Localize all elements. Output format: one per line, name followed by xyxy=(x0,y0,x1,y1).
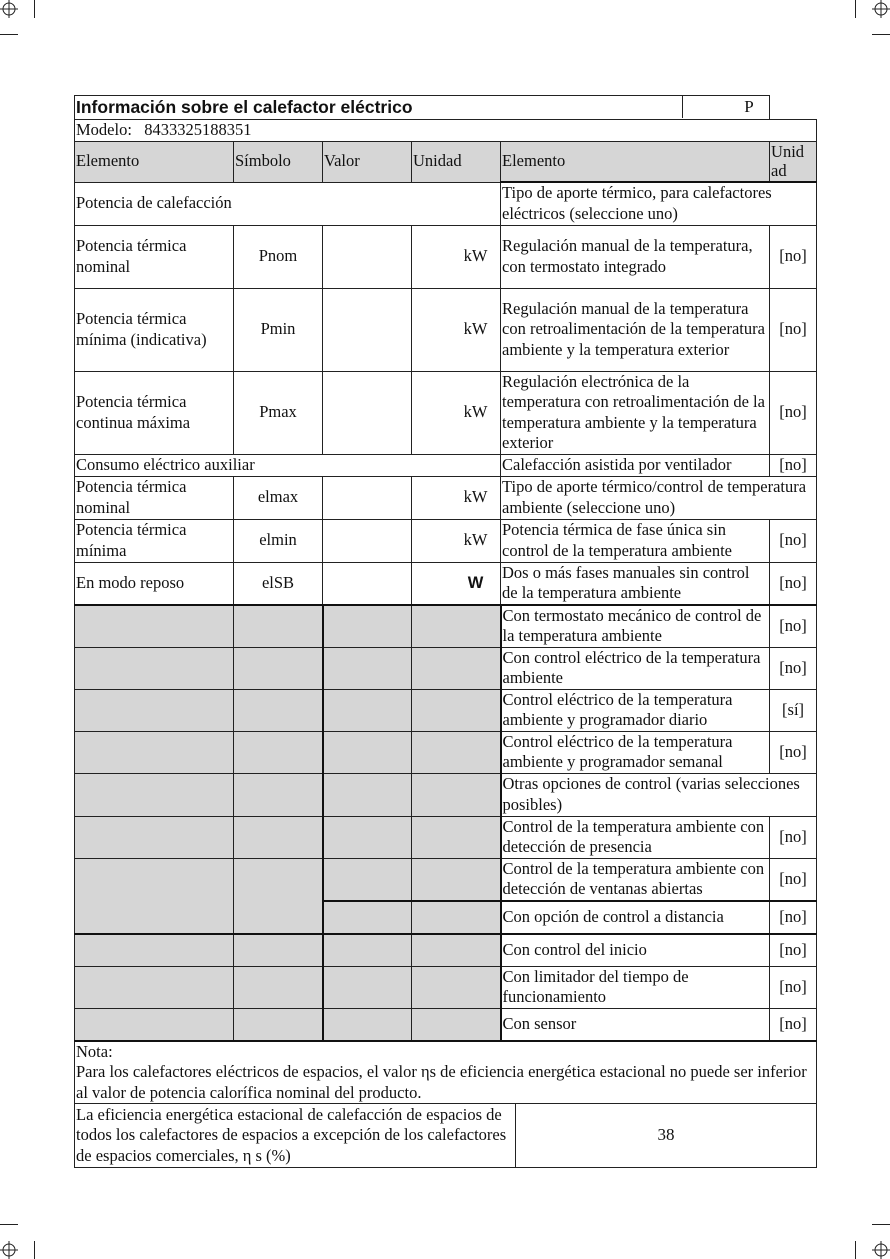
row-value xyxy=(323,562,412,605)
fan-assisted-value: [no] xyxy=(770,454,817,476)
empty-cell xyxy=(412,605,501,648)
section-other-controls: Otras opciones de control (varias selecciones posibles) xyxy=(501,773,817,816)
control-option-label: Con termostato mecánico de control de la temperatura ambiente xyxy=(501,605,770,648)
control-option-label: Control de la temperatura ambiente con detección de ventanas abiertas xyxy=(501,858,770,901)
section-aux-consumption: Consumo eléctrico auxiliar xyxy=(75,454,501,476)
empty-cell xyxy=(323,1008,412,1041)
empty-cell xyxy=(323,858,412,901)
control-option-value: [no] xyxy=(770,371,817,454)
empty-cell xyxy=(75,816,234,858)
empty-cell xyxy=(323,966,412,1008)
empty-cell xyxy=(234,1008,323,1041)
empty-cell xyxy=(75,1008,234,1041)
section-heat-output: Potencia de calefacción xyxy=(75,182,501,225)
row-symbol: elmin xyxy=(234,519,323,562)
title-code: P xyxy=(744,97,754,116)
empty-cell xyxy=(412,647,501,689)
empty-cell xyxy=(234,731,323,773)
empty-cell xyxy=(234,689,323,731)
row-symbol: Pmax xyxy=(234,371,323,454)
col-header-right-element: Elemento xyxy=(501,141,770,182)
empty-cell xyxy=(234,605,323,648)
row-symbol: Pmin xyxy=(234,288,323,371)
empty-cell xyxy=(234,816,323,858)
control-option-value: [no] xyxy=(770,816,817,858)
model-label: Modelo: xyxy=(76,120,132,139)
empty-cell xyxy=(412,934,501,967)
heater-info-table xyxy=(74,95,817,1168)
col-header-symbol: Símbolo xyxy=(234,141,323,182)
empty-cell xyxy=(412,773,501,816)
control-option-value: [no] xyxy=(770,605,817,648)
row-unit: kW xyxy=(412,476,501,519)
row-element: Potencia térmica mínima (indicativa) xyxy=(75,288,234,371)
empty-cell xyxy=(75,605,234,648)
empty-cell xyxy=(234,966,323,1008)
crop-mark xyxy=(872,34,890,35)
control-option-label: Regulación manual de la temperatura, con termostato integrado xyxy=(501,225,770,288)
empty-cell xyxy=(75,689,234,731)
control-option-label: Regulación manual de la temperatura con retroalimentación de la temperatura ambiente y la temperatura exterior xyxy=(501,288,770,371)
control-option-value: [no] xyxy=(770,901,817,934)
title-code-box xyxy=(682,95,815,118)
control-option-value: [no] xyxy=(770,731,817,773)
control-option-value: [no] xyxy=(770,288,817,371)
control-option-value: [no] xyxy=(770,647,817,689)
col-header-unit: Unidad xyxy=(412,141,501,182)
control-option-label: Control eléctrico de la temperatura ambiente y programador diario xyxy=(501,689,770,731)
empty-cell xyxy=(412,1008,501,1041)
empty-cell xyxy=(323,647,412,689)
empty-cell xyxy=(412,689,501,731)
row-element: En modo reposo xyxy=(75,562,234,605)
section-fan-assisted: Calefacción asistida por ventilador xyxy=(501,454,770,476)
section-heat-input-type: Tipo de aporte térmico, para calefactores eléctricos (seleccione uno) xyxy=(501,182,817,225)
row-element: Potencia térmica mínima xyxy=(75,519,234,562)
empty-cell xyxy=(412,858,501,901)
note-text: Para los calefactores eléctricos de espacios, el valor ηs de eficiencia energética estacional no puede ser inferior al valor de potencia calorífica nominal del producto. xyxy=(76,1062,807,1102)
model-row xyxy=(75,120,817,142)
model-value: 8433325188351 xyxy=(144,120,252,139)
empty-cell xyxy=(234,773,323,816)
note-label: Nota: xyxy=(76,1041,113,1061)
row-unit: kW xyxy=(412,225,501,288)
crop-mark xyxy=(34,1241,35,1259)
control-option-label: Con control del inicio xyxy=(501,934,770,967)
control-option-value: [no] xyxy=(770,934,817,967)
row-symbol: Pnom xyxy=(234,225,323,288)
empty-cell xyxy=(412,816,501,858)
control-option-value: [no] xyxy=(770,858,817,901)
note xyxy=(75,1041,817,1104)
crop-mark xyxy=(34,0,35,18)
control-option-label: Con control eléctrico de la temperatura ambiente xyxy=(501,647,770,689)
crop-mark xyxy=(0,34,18,35)
empty-cell xyxy=(412,966,501,1008)
crop-mark xyxy=(855,1241,856,1259)
row-unit: kW xyxy=(412,519,501,562)
control-option-value: [no] xyxy=(770,966,817,1008)
row-element: Potencia térmica nominal xyxy=(75,476,234,519)
registration-mark-top-right xyxy=(872,0,890,18)
table-title: Información sobre el calefactor eléctrico xyxy=(75,96,770,120)
empty-cell xyxy=(75,858,234,934)
empty-cell xyxy=(75,934,234,967)
control-option-value: [no] xyxy=(770,562,817,605)
registration-mark-bottom-right xyxy=(872,1241,890,1259)
crop-mark xyxy=(872,1224,890,1225)
row-unit: W xyxy=(412,562,501,605)
control-option-value: [sí] xyxy=(770,689,817,731)
efficiency-label: La eficiencia energética estacional de calefacción de espacios de todos los calefactores de espacios a excepción de los calefactores de espacios comerciales, η s (%) xyxy=(75,1104,516,1168)
empty-cell xyxy=(234,934,323,967)
empty-cell xyxy=(234,647,323,689)
empty-cell xyxy=(234,858,323,934)
control-option-value: [no] xyxy=(770,225,817,288)
control-option-label: Potencia térmica de fase única sin control de la temperatura ambiente xyxy=(501,519,770,562)
empty-cell xyxy=(75,773,234,816)
control-option-value: [no] xyxy=(770,519,817,562)
empty-cell xyxy=(323,773,412,816)
col-header-value: Valor xyxy=(323,141,412,182)
row-value xyxy=(323,519,412,562)
control-option-label: Control de la temperatura ambiente con detección de presencia xyxy=(501,816,770,858)
section-control-type: Tipo de aporte térmico/control de temperatura ambiente (seleccione uno) xyxy=(501,476,817,519)
row-element: Potencia térmica nominal xyxy=(75,225,234,288)
row-unit: kW xyxy=(412,371,501,454)
row-value xyxy=(323,225,412,288)
empty-cell xyxy=(75,966,234,1008)
empty-cell xyxy=(323,816,412,858)
registration-mark-bottom-left xyxy=(0,1241,18,1259)
empty-cell xyxy=(323,689,412,731)
row-element: Potencia térmica continua máxima xyxy=(75,371,234,454)
empty-cell xyxy=(412,731,501,773)
control-option-label: Con opción de control a distancia xyxy=(501,901,770,934)
control-option-label: Dos o más fases manuales sin control de la temperatura ambiente xyxy=(501,562,770,605)
row-unit: kW xyxy=(412,288,501,371)
control-option-label: Control eléctrico de la temperatura ambiente y programador semanal xyxy=(501,731,770,773)
registration-mark-top-left xyxy=(0,0,18,18)
row-value xyxy=(323,371,412,454)
crop-mark xyxy=(0,1224,18,1225)
control-option-value: [no] xyxy=(770,1008,817,1041)
empty-cell xyxy=(75,647,234,689)
row-value xyxy=(323,288,412,371)
control-option-label: Con sensor xyxy=(501,1008,770,1041)
control-option-label: Con limitador del tiempo de funcionamiento xyxy=(501,966,770,1008)
empty-cell xyxy=(323,731,412,773)
row-value xyxy=(323,476,412,519)
col-header-element: Elemento xyxy=(75,141,234,182)
efficiency-value: 38 xyxy=(516,1104,817,1168)
col-header-right-unit: Unid ad xyxy=(770,141,817,182)
empty-cell xyxy=(75,731,234,773)
control-option-label: Regulación electrónica de la temperatura con retroalimentación de la temperatura ambiente y la temperatura exterior xyxy=(501,371,770,454)
row-symbol: elSB xyxy=(234,562,323,605)
row-symbol: elmax xyxy=(234,476,323,519)
crop-mark xyxy=(855,0,856,18)
empty-cell xyxy=(412,901,501,934)
empty-cell xyxy=(323,901,412,934)
empty-cell xyxy=(323,605,412,648)
empty-cell xyxy=(323,934,412,967)
